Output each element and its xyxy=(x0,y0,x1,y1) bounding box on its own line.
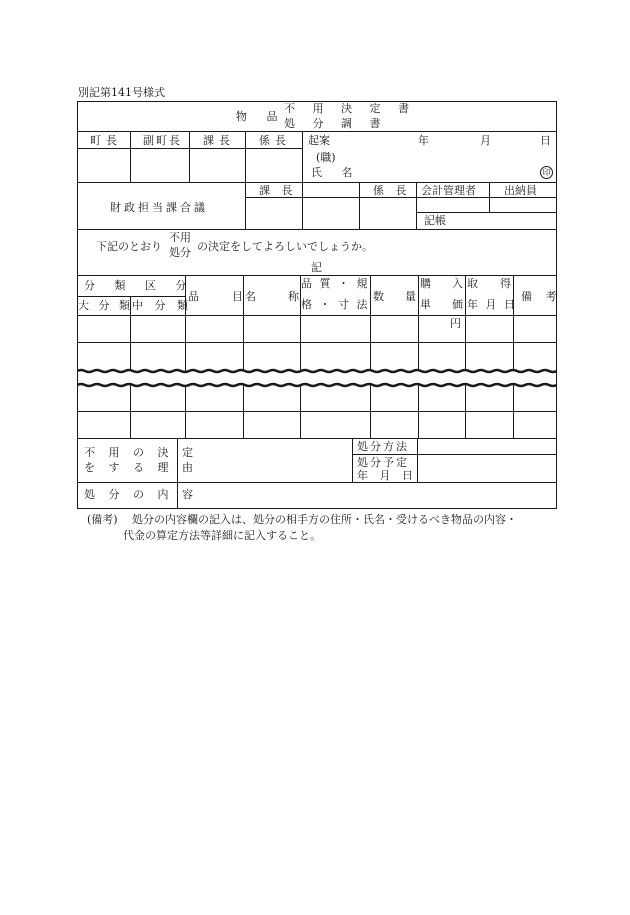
header-kakaricho: 係長 xyxy=(259,134,291,147)
reason-line1: 不 用 の 決 定 xyxy=(84,446,198,459)
seal-icon: 印 xyxy=(540,166,553,179)
note-label: (備考) xyxy=(87,513,118,526)
col-suryo: 数 xyxy=(373,290,384,303)
col-hinmoku-2: 目 xyxy=(232,290,243,303)
col-nengappi: 年 月 日 xyxy=(467,298,517,311)
col-tanka: 単 xyxy=(420,298,431,311)
col-meisho: 名 xyxy=(245,290,256,303)
title-line2: 処 分 調 書 xyxy=(284,117,388,130)
col-daibunrui: 大 分 類 xyxy=(78,299,133,312)
finance-suitou: 出納員 xyxy=(504,184,537,197)
finance-kicho: 記帳 xyxy=(424,214,446,227)
title-line1: 不 用 決 定 書 xyxy=(284,102,416,115)
reason-line2: を す る 理 由 xyxy=(84,461,198,474)
unit-en: 円 xyxy=(450,317,461,330)
kian-label: 起案 xyxy=(308,134,330,147)
statement-suffix: の決定をしてよろしいでしょうか。 xyxy=(197,240,373,253)
note-line1: 処分の内容欄の記入は、処分の相手方の住所・氏名・受けるべき物品の内容・ xyxy=(132,513,517,526)
finance-kakaricho: 係 長 xyxy=(373,184,411,197)
col-tanka-2: 価 xyxy=(452,298,463,311)
header-kacho: 課長 xyxy=(203,134,235,147)
disposal-plan-date-label: 年 月 日 xyxy=(357,469,417,482)
title-prefix: 物 品 xyxy=(236,110,286,123)
shoku-label: (職) xyxy=(316,151,336,164)
disposal-method-label: 処分方法 xyxy=(357,440,409,453)
col-shutoku-2: 得 xyxy=(500,277,511,290)
col-biko: 備 考 xyxy=(521,290,562,303)
ki-label: 記 xyxy=(311,261,322,274)
header-chocho: 町長 xyxy=(90,134,122,147)
col-hinmoku: 品 xyxy=(188,290,199,303)
statement-prefix: 下記のとおり xyxy=(96,240,162,253)
col-konyu-2: 入 xyxy=(452,277,463,290)
shimei-label: 氏 名 xyxy=(311,166,361,179)
statement-stack-bottom: 処分 xyxy=(169,246,191,259)
col-chubunrui: 中 分 類 xyxy=(132,299,192,312)
finance-label: 財政担当課合議 xyxy=(110,201,208,214)
outer-right-border xyxy=(556,101,557,508)
col-shutoku: 取 xyxy=(467,277,478,290)
disposal-plan-label: 処分予定 xyxy=(357,456,409,469)
note-line2: 代金の算定方法等詳細に記入すること。 xyxy=(123,529,321,542)
col-bunrui: 分 類 区 分 xyxy=(84,279,195,292)
statement-stack-top: 不用 xyxy=(169,231,191,244)
day-label: 日 xyxy=(540,134,551,147)
finance-kacho: 課 長 xyxy=(259,184,297,197)
col-suryo-2: 量 xyxy=(405,290,416,303)
table-break-lines xyxy=(77,368,557,388)
finance-kaikei: 会計管理者 xyxy=(421,184,476,197)
col-konyu: 購 xyxy=(420,277,431,290)
header-fukuchocho: 副町長 xyxy=(143,134,182,147)
col-hinshitsu: 品 質 ・ 規 xyxy=(301,277,370,290)
content-label: 処 分 の 内 容 xyxy=(84,488,198,501)
col-kikaku: 格 ・ 寸 法 xyxy=(301,298,370,311)
col-meisho-2: 称 xyxy=(288,290,299,303)
form-number: 別記第141号様式 xyxy=(78,86,165,99)
month-label: 月 xyxy=(480,134,491,147)
year-label: 年 xyxy=(418,134,429,147)
